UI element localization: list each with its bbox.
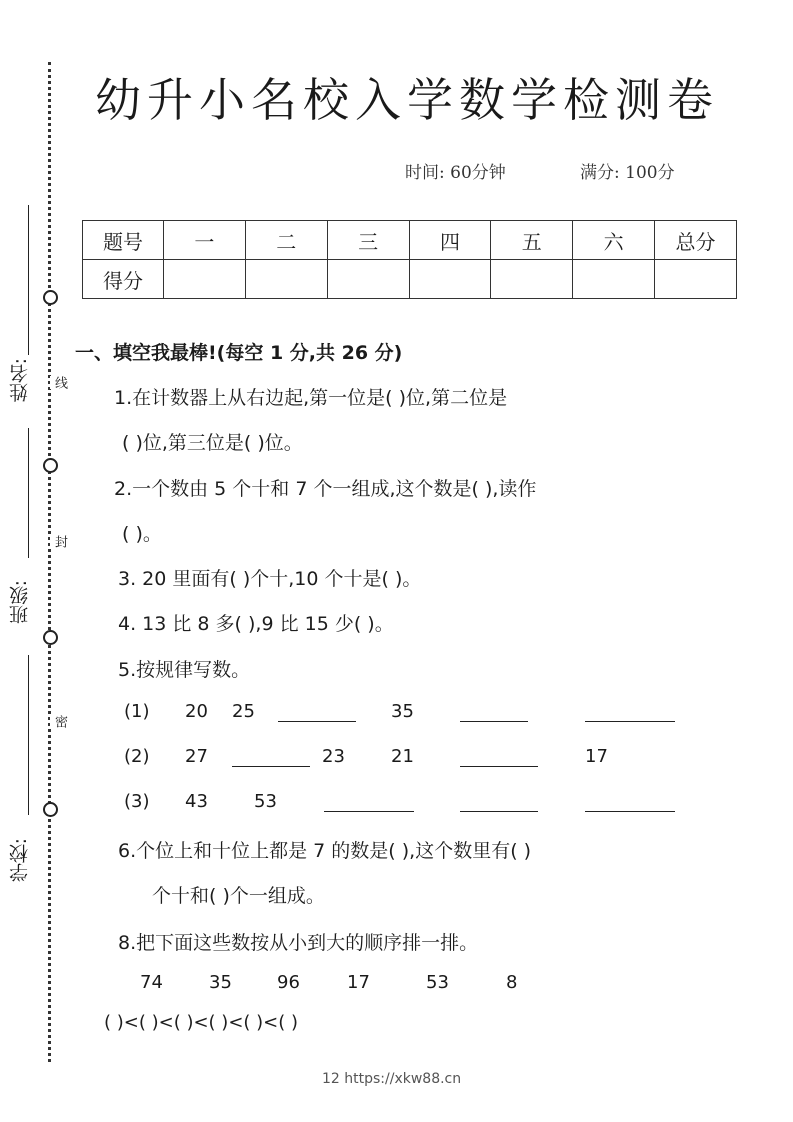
table-cell: 一	[164, 221, 246, 260]
page-title: 幼升小名校入学数学检测卷	[95, 73, 719, 127]
table-cell: 六	[573, 221, 655, 260]
question-5: 5.按规律写数。	[118, 659, 251, 681]
answer-blank[interactable]	[460, 721, 528, 722]
order-answer-row: ( )<( )<( )<( )<( )<( )	[104, 1012, 299, 1033]
section-heading: 一、填空我最棒!(每空 1 分,共 26 分)	[75, 342, 403, 364]
score-input-cell[interactable]	[245, 260, 327, 299]
score-input-cell[interactable]	[327, 260, 409, 299]
answer-blank[interactable]	[585, 721, 675, 722]
sequence-number: 27	[185, 746, 208, 767]
school-writing-line	[28, 655, 29, 815]
sequence-number: 53	[254, 791, 277, 812]
table-cell: 五	[491, 221, 573, 260]
table-cell: 四	[409, 221, 491, 260]
sequence-3-label: (3)	[124, 791, 150, 812]
answer-blank[interactable]	[460, 766, 538, 767]
order-number: 96	[277, 972, 300, 993]
score-input-cell[interactable]	[164, 260, 246, 299]
sequence-number: 23	[322, 746, 345, 767]
question-4: 4. 13 比 8 多( ),9 比 15 少( )。	[118, 613, 394, 635]
question-3: 3. 20 里面有( )个十,10 个十是( )。	[118, 568, 422, 590]
order-number: 53	[426, 972, 449, 993]
binding-circle	[43, 630, 58, 645]
answer-blank[interactable]	[278, 721, 356, 722]
class-writing-line	[28, 428, 29, 558]
order-number: 8	[506, 972, 518, 993]
name-label: 姓名:	[9, 358, 31, 403]
binding-circle	[43, 290, 58, 305]
question-6-line-2: 个十和( )个一组成。	[152, 885, 325, 907]
question-6-line-1: 6.个位上和十位上都是 7 的数是( ),这个数里有( )	[118, 840, 532, 862]
margin-seal-char: 封	[52, 535, 67, 548]
margin-secret-char: 密	[52, 715, 67, 728]
table-cell: 二	[245, 221, 327, 260]
answer-blank[interactable]	[232, 766, 310, 767]
score-input-cell[interactable]	[409, 260, 491, 299]
sequence-number: 25	[232, 701, 255, 722]
sequence-number: 43	[185, 791, 208, 812]
table-cell: 总分	[655, 221, 737, 260]
order-number: 17	[347, 972, 370, 993]
sequence-2-label: (2)	[124, 746, 150, 767]
class-label: 班级:	[9, 580, 31, 625]
table-row	[83, 260, 737, 299]
sequence-number: 17	[585, 746, 608, 767]
binding-circle	[43, 458, 58, 473]
score-input-cell[interactable]	[491, 260, 573, 299]
question-1-line-2: ( )位,第三位是( )位。	[122, 432, 303, 454]
full-score: 满分: 100分	[580, 163, 675, 183]
score-input-cell[interactable]	[573, 260, 655, 299]
school-label: 学校:	[9, 838, 31, 883]
table-cell: 题号	[83, 221, 164, 260]
question-1-line-1: 1.在计数器上从右边起,第一位是( )位,第二位是	[114, 387, 508, 409]
answer-blank[interactable]	[324, 811, 414, 812]
dotted-binding-line	[48, 62, 51, 1062]
answer-blank[interactable]	[460, 811, 538, 812]
score-input-cell[interactable]	[655, 260, 737, 299]
sequence-1-label: (1)	[124, 701, 150, 722]
order-number: 74	[140, 972, 163, 993]
time-limit: 时间: 60分钟	[405, 163, 506, 183]
score-table	[82, 220, 737, 299]
margin-line-char: 线	[52, 376, 67, 389]
table-cell: 三	[327, 221, 409, 260]
question-2-line-1: 2.一个数由 5 个十和 7 个一组成,这个数是( ),读作	[114, 478, 537, 500]
answer-blank[interactable]	[585, 811, 675, 812]
sequence-number: 21	[391, 746, 414, 767]
name-writing-line	[28, 205, 29, 355]
binding-circle	[43, 802, 58, 817]
order-number: 35	[209, 972, 232, 993]
table-row	[83, 221, 737, 260]
sequence-number: 35	[391, 701, 414, 722]
page-footer: 12 https://xkw88.cn	[322, 1071, 462, 1087]
sequence-number: 20	[185, 701, 208, 722]
question-8: 8.把下面这些数按从小到大的顺序排一排。	[118, 932, 479, 954]
table-cell: 得分	[83, 260, 164, 299]
question-2-line-2: ( )。	[122, 523, 162, 545]
